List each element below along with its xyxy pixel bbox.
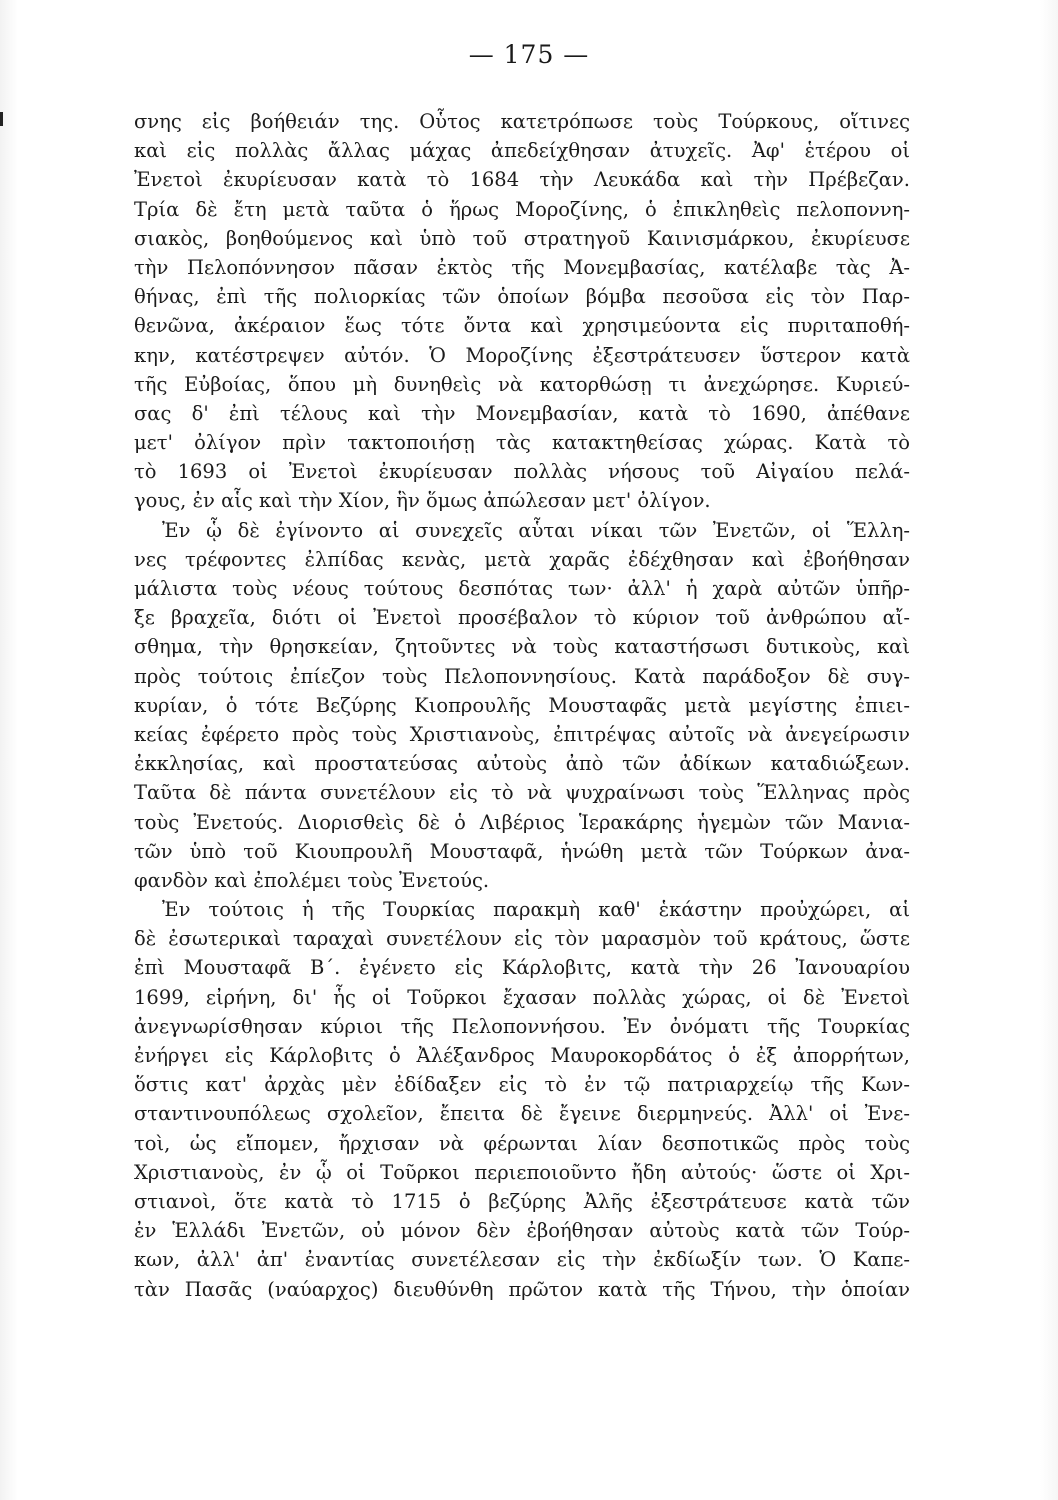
text-line: σνης εἰς βοήθειάν της. Οὗτος κατετρόπωσε τοὺς Τούρκους, οἵτινες: [134, 110, 910, 133]
text-line: ἐκκλησίας, καὶ προστατεύσας αὐτοὺς ἀπὸ τῶν ἀδίκων καταδιώξεων.: [134, 752, 910, 776]
paragraph-end-line: γους, ἐν αἷς καὶ τὴν Χίον, ἣν ὅμως ἀπώλεσαν μετ' ὀλίγον.: [134, 489, 711, 513]
text-line: καὶ εἰς πολλὰς ἄλλας μάχας ἀπεδείχθησαν ἀτυχεῖς. Ἀφ' ἑτέρου οἱ: [134, 139, 910, 163]
text-line: ἐν Ἑλλάδι Ἐνετῶν, οὐ μόνον δὲν ἐβοήθησαν αὐτοὺς κατὰ τῶν Τούρ-: [134, 1219, 910, 1243]
text-line: ἀνεγνωρίσθησαν κύριοι τῆς Πελοποννήσου. Ἐν ὀνόματι τῆς Τουρκίας: [134, 1014, 910, 1038]
text-line: κείας ἐφέρετο πρὸς τοὺς Χριστιανοὺς, ἐπιτρέψας αὐτοῖς νὰ ἀνεγείρωσιν: [134, 722, 910, 746]
text-line: 1699, εἰρήνη, δι' ἧς οἱ Τοῦρκοι ἔχασαν πολλὰς χώρας, οἱ δὲ Ἐνετοὶ: [134, 985, 910, 1009]
text-line: τῆς Εὐβοίας, ὅπου μὴ δυνηθεὶς νὰ κατορθώσῃ τι ἀνεχώρησε. Κυριεύ-: [134, 372, 910, 396]
text-line: πρὸς τούτοις ἐπίεζον τοὺς Πελοποννησίους. Κατὰ παράδοξον δὲ συγ-: [134, 664, 910, 688]
text-line: ξε βραχεῖα, διότι οἱ Ἐνετοὶ προσέβαλον τὸ κύριον τοῦ ἀνθρώπου αἴ-: [134, 606, 910, 630]
text-line: τοὺς Ἐνετούς. Διορισθεὶς δὲ ὁ Λιβέριος Ἱερακάρης ἡγεμὼν τῶν Μανια-: [134, 810, 910, 834]
text-line: νες τρέφοντες ἐλπίδας κενὰς, μετὰ χαρᾶς ἐδέχθησαν καὶ ἐβοήθησαν: [134, 547, 910, 571]
text-line: Ἐνετοὶ ἐκυρίευσαν κατὰ τὸ 1684 τὴν Λευκάδα καὶ τὴν Πρέβεζαν.: [134, 168, 910, 192]
text-line: θενῶνα, ἀκέραιον ἕως τότε ὄντα καὶ χρησιμεύοντα εἰς πυριταποθή-: [134, 314, 910, 338]
text-line: ἐπὶ Μουσταφᾶ Β΄. ἐγένετο εἰς Κάρλοβιτς, κατὰ τὴν 26 Ἰανουαρίου: [134, 956, 910, 980]
text-line: τῶν ὑπὸ τοῦ Κιουπρουλῆ Μουσταφᾶ, ἡνώθη μετὰ τῶν Τούρκων ἀνα-: [134, 839, 910, 863]
text-line: κην, κατέστρεψεν αὐτόν. Ὁ Μοροζίνης ἐξεστράτευσεν ὕστερον κατὰ: [134, 343, 910, 367]
text-line: ὅστις κατ' ἀρχὰς μὲν ἐδίδαξεν εἰς τὸ ἐν τῷ πατριαρχείῳ τῆς Κων-: [134, 1073, 910, 1097]
text-line: σταντινουπόλεως σχολεῖον, ἔπειτα δὲ ἔγεινε διερμηνεύς. Ἀλλ' οἱ Ἐνε-: [134, 1102, 910, 1126]
text-line: ἐνήργει εἰς Κάρλοβιτς ὁ Ἀλέξανδρος Μαυροκορδάτος ὁ ἐξ ἀπορρήτων,: [134, 1044, 910, 1067]
text-line: Ταῦτα δὲ πάντα συνετέλουν εἰς τὸ νὰ ψυχραίνωσι τοὺς Ἕλληνας πρὸς: [134, 781, 910, 805]
text-line: μάλιστα τοὺς νέους τούτους δεσπότας των· ἀλλ' ἡ χαρὰ αὐτῶν ὑπῆρ-: [134, 577, 910, 600]
text-line: στιανοὶ, ὅτε κατὰ τὸ 1715 ὁ βεζύρης Ἀλῆς ἐξεστράτευσε κατὰ τῶν: [134, 1189, 910, 1213]
body-text: [134, 107, 910, 1304]
text-line: Τρία δὲ ἔτη μετὰ ταῦτα ὁ ἥρως Μοροζίνης, ὁ ἐπικληθεὶς πελοποννη-: [134, 197, 910, 221]
text-line: μετ' ὀλίγον πρὶν τακτοποιήσῃ τὰς κατακτηθείσας χώρας. Κατὰ τὸ: [134, 431, 910, 455]
paragraph-start-line: Ἐν τούτοις ἡ τῆς Τουρκίας παρακμὴ καθ' ἑκάστην προὐχώρει, αἱ: [162, 898, 910, 922]
text-line: σας δ' ἐπὶ τέλους καὶ τὴν Μονεμβασίαν, κατὰ τὸ 1690, ἀπέθανε: [134, 401, 910, 425]
paragraph-start-line: Ἐν ᾧ δὲ ἐγίνοντο αἱ συνεχεῖς αὗται νίκαι τῶν Ἐνετῶν, οἱ Ἕλλη-: [162, 518, 910, 542]
text-line: σιακὸς, βοηθούμενος καὶ ὑπὸ τοῦ στρατηγοῦ Καινισμάρκου, ἐκυρίευσε: [134, 226, 910, 250]
page-edge-mark: [0, 112, 3, 126]
text-line: τὴν Πελοπόννησον πᾶσαν ἐκτὸς τῆς Μονεμβασίας, κατέλαβε τὰς Ἀ-: [134, 255, 910, 279]
text-line: κυρίαν, ὁ τότε Βεζύρης Κιοπρουλῆς Μουσταφᾶς μετὰ μεγίστης ἐπιει-: [134, 693, 910, 717]
text-line: τὸ 1693 οἱ Ἐνετοὶ ἐκυρίευσαν πολλὰς νήσους τοῦ Αἰγαίου πελά-: [134, 460, 910, 484]
text-line: θήνας, ἐπὶ τῆς πολιορκίας τῶν ὁποίων βόμβα πεσοῦσα εἰς τὸν Παρ-: [134, 285, 910, 309]
text-line: τοὶ, ὡς εἴπομεν, ἤρχισαν νὰ φέρωνται λίαν δεσποτικῶς πρὸς τοὺς: [134, 1131, 910, 1155]
page-number: — 175 —: [468, 40, 590, 69]
text-line: σθημα, τὴν θρησκείαν, ζητοῦντες νὰ τοὺς καταστήσωσι δυτικοὺς, καὶ: [134, 635, 910, 659]
paragraph-end-line: φανδὸν καὶ ἐπολέμει τοὺς Ἐνετούς.: [134, 868, 490, 892]
text-line: δὲ ἐσωτερικαὶ ταραχαὶ συνετέλουν εἰς τὸν μαρασμὸν τοῦ κράτους, ὥστε: [134, 927, 910, 951]
text-line: Χριστιανοὺς, ἐν ᾧ οἱ Τοῦρκοι περιεποιοῦντο ἤδη αὐτούς· ὥστε οἱ Χρι-: [134, 1160, 910, 1184]
text-line: τὰν Πασᾶς (ναύαρχος) διευθύνθη πρῶτον κατὰ τῆς Τήνου, τὴν ὁποίαν: [134, 1277, 910, 1301]
text-line: κων, ἀλλ' ἀπ' ἐναντίας συνετέλεσαν εἰς τὴν ἐκδίωξίν των. Ὁ Καπε-: [134, 1248, 910, 1272]
